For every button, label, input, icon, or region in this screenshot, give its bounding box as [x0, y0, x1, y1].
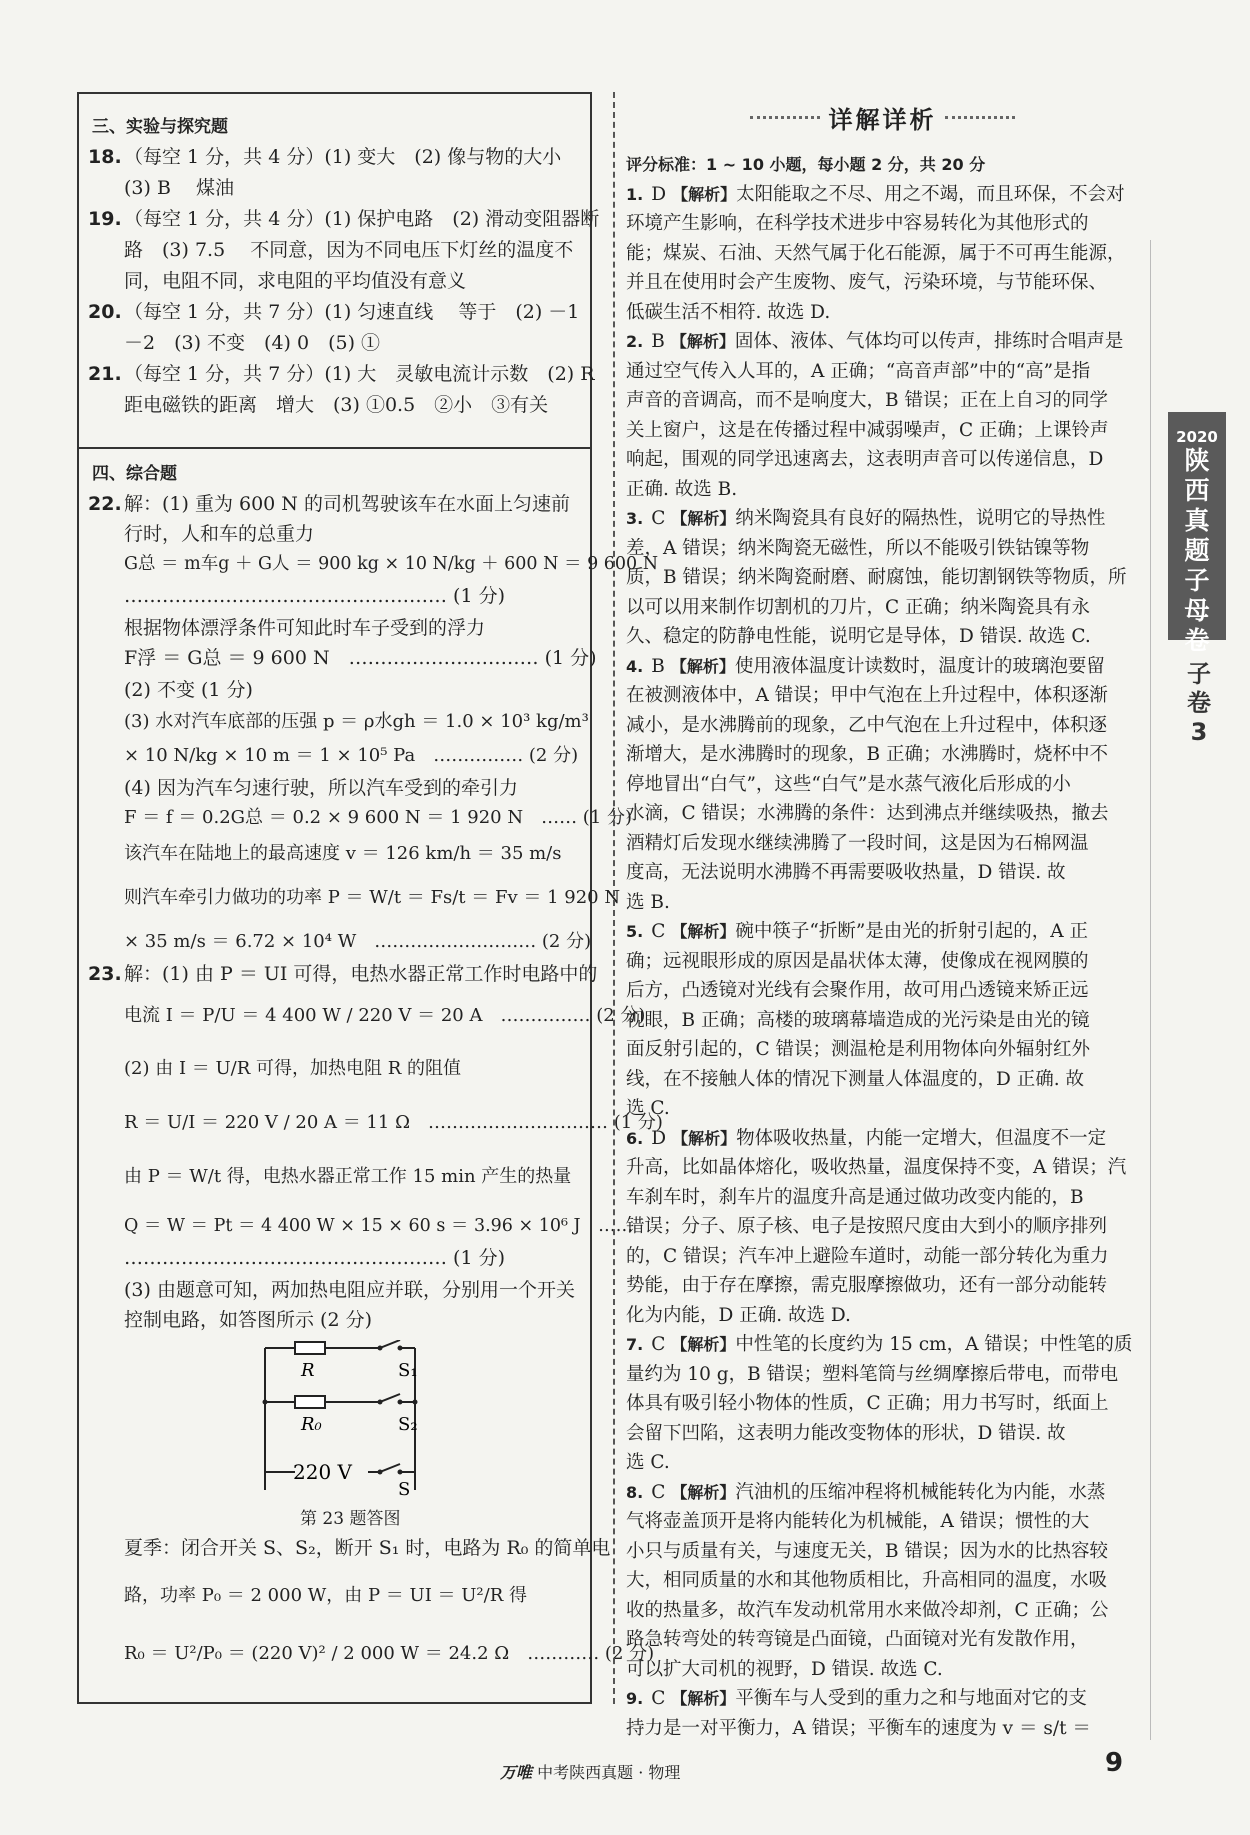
answer-line: 并且在使用时会产生废物、废气，污染环境，与节能环保、 [626, 272, 1108, 293]
answer-choice: B [651, 655, 665, 677]
answer-number: 6. [626, 1128, 644, 1148]
q19-line: 同，电阻不同，求电阻的平均值没有意义 [124, 270, 467, 292]
answer-text: 平衡车与人受到的重力之和与地面对它的支 [735, 1688, 1087, 1709]
analysis-tag: 【解析】 [672, 1128, 737, 1148]
q23-line: 路，功率 P₀ ＝ 2 000 W，由 P ＝ UI ＝ U²/R 得 [124, 1585, 527, 1606]
side-sub-char: 卷 [1187, 689, 1211, 717]
footer-brand: 万唯 [500, 1763, 533, 1782]
answer-line: 化为内能，D 正确. 故选 D. [626, 1304, 851, 1326]
q20-number: 20. [88, 301, 122, 323]
q18-line: （每空 1 分，共 4 分）(1) 变大 (2) 像与物的大小 [124, 146, 562, 168]
q21-line: 距电磁铁的距离 增大 (3) ①0.5 ②小 ③有关 [124, 394, 549, 416]
side-label-char: 陕 [1184, 446, 1210, 475]
q21-line: （每空 1 分，共 7 分）(1) 大 灵敏电流计示数 (2) R [124, 363, 595, 385]
q22-line: F ＝ f ＝ 0.2G总 ＝ 0.2 × 9 600 N ＝ 1 920 N …… (1 分) [124, 807, 633, 828]
section-divider [79, 447, 590, 449]
answer-item [626, 1684, 1146, 1743]
answer-choice: D [651, 1127, 667, 1149]
q22-number: 22. [88, 493, 122, 515]
page-number: 9 [1105, 1748, 1124, 1778]
q19-line: 路 (3) 7.5 不同意，因为不同电压下灯丝的温度不 [124, 239, 574, 261]
answer-line: 质，B 错误；纳米陶瓷耐磨、耐腐蚀，能切割钢铁等物质，所 [626, 567, 1127, 588]
label-s2: S₂ [398, 1414, 418, 1435]
side-label-char: 真 [1184, 506, 1210, 535]
side-label-char: 西 [1184, 476, 1210, 505]
answer-line: 能；煤炭、石油、天然气属于化石能源，属于不可再生能源， [626, 242, 1126, 264]
answer-line: 以可以用来制作切割机的刀片，C 正确；纳米陶瓷具有永 [626, 596, 1091, 618]
q22-line: (2) 不变 (1 分) [124, 679, 253, 701]
q22-line: × 35 m/s ＝ 6.72 × 10⁴ W ……………………… (2 分) [124, 931, 592, 952]
answer-choice: C [651, 1688, 666, 1709]
answer-line: 低碳生活不相符. 故选 D. [626, 301, 831, 323]
answer-number: 9. [626, 1689, 644, 1708]
answer-line: 线，在不接触人体的情况下测量人体温度的，D 正确. 故 [626, 1068, 1084, 1090]
q19-line: （每空 1 分，共 4 分）(1) 保护电路 (2) 滑动变阻器断 [124, 208, 600, 230]
answer-item [626, 327, 1146, 504]
answer-line: 声音的音调高，而不是响度大，B 错误；正在上自习的同学 [626, 390, 1108, 411]
q23-line: R₀ ＝ U²/P₀ ＝ (220 V)² / 2 000 W ＝ 24.2 Ω ………… (2 分) [124, 1643, 655, 1664]
answer-line: 酒精灯后发现水继续沸腾了一段时间，这是因为石棉网温 [626, 832, 1089, 854]
answer-line: 选 B. [626, 891, 670, 913]
answer-item [626, 1124, 1146, 1331]
answer-number: 2. [626, 332, 644, 351]
q22-line: (4) 因为汽车匀速行驶，所以汽车受到的牵引力 [124, 777, 518, 799]
right-answers [626, 150, 1146, 1743]
analysis-tag: 【解析】 [671, 509, 736, 528]
side-sub-label [1174, 660, 1224, 747]
q23-line: …………………………………………… (1 分) [124, 1247, 505, 1269]
q23-line: R ＝ U/I ＝ 220 V / 20 A ＝ 11 Ω ………………………… (1 分) [124, 1112, 663, 1133]
q23-line: 夏季：闭合开关 S、S₂，断开 S₁ 时，电路为 R₀ 的简单电 [124, 1537, 611, 1559]
analysis-tag: 【解析】 [671, 1689, 736, 1708]
q23-line: 由 P ＝ W/t 得，电热水器正常工作 15 min 产生的热量 [124, 1166, 572, 1187]
answer-choice: C [651, 1334, 666, 1355]
answer-line [626, 1124, 1146, 1154]
q23-number: 23. [88, 963, 122, 985]
answer-line [626, 652, 1146, 682]
side-label-char: 母 [1184, 596, 1210, 625]
analysis-tag: 【解析】 [671, 1335, 736, 1354]
answer-line: 路急转弯处的转弯镜是凸面镜，凸面镜对光有发散作用， [626, 1629, 1089, 1650]
header-title: 详解详析 [828, 106, 937, 134]
answer-text: 汽油机的压缩冲程将机械能转化为内能，水蒸 [735, 1481, 1106, 1503]
circuit-caption: 第 23 题答图 [300, 1509, 401, 1529]
answer-text: 中性笔的长度约为 15 cm，A 错误；中性笔的质 [735, 1334, 1133, 1355]
answer-text: 太阳能取之不尽、用之不竭，而且环保，不会对 [736, 183, 1125, 205]
criteria: 评分标准：1 ~ 10 小题，每小题 2 分，共 20 分 [626, 155, 986, 174]
answer-choice: C [651, 508, 666, 529]
answer-line: 选 C. [626, 1452, 670, 1473]
answer-line: 错误；分子、原子核、电子是按照尺度由大到小的顺序排列 [626, 1216, 1108, 1237]
answer-line: 关上窗户，这是在传播过程中减弱噪声，C 正确；上课铃声 [626, 419, 1109, 441]
answer-line [626, 917, 1146, 947]
answer-number: 8. [626, 1482, 644, 1502]
answer-item [626, 652, 1146, 918]
answer-number: 3. [626, 509, 644, 528]
column-divider [613, 92, 615, 1704]
answer-line: 在被测液体中，A 错误；甲中气泡在上升过程中，体积逐渐 [626, 685, 1108, 706]
q22-line: (3) 水对汽车底部的压强 p ＝ ρ水gh ＝ 1.0 × 10³ kg/m³ [124, 711, 589, 732]
q18-number: 18. [88, 146, 122, 168]
answer-line: 渐增大，是水沸腾时的现象，B 正确；水沸腾时，烧杯中不 [626, 744, 1108, 765]
q22-line: 该汽车在陆地上的最高速度 v ＝ 126 km/h ＝ 35 m/s [124, 843, 562, 864]
answer-text: 物体吸收热量，内能一定增大，但温度不一定 [736, 1127, 1107, 1149]
answer-line: 气将壶盖顶开是将内能转化为机械能，A 错误；惯性的大 [626, 1511, 1090, 1532]
footer-text: 中考陕西真题 · 物理 [537, 1763, 681, 1782]
answer-line: 度高，无法说明水沸腾不再需要吸收热量，D 错误. 故 [626, 862, 1066, 883]
answer-line: 量约为 10 g，B 错误；塑料笔筒与丝绸摩擦后带电，而带电 [626, 1363, 1119, 1385]
q22-line: G总 ＝ m车g ＋ G人 ＝ 900 kg × 10 N/kg ＋ 600 N ＝ 9 600 N [124, 554, 659, 574]
q22-line: F浮 ＝ G总 ＝ 9 600 N ………………………… (1 分) [124, 647, 597, 669]
answer-line: 水滴，C 错误；水沸腾的条件：达到沸点并继续吸热，撤去 [626, 803, 1109, 824]
answer-line: 收的热量多，故汽车发动机常用水来做冷却剂，C 正确；公 [626, 1599, 1109, 1621]
resistor-r0 [295, 1396, 325, 1408]
answer-line [626, 504, 1146, 534]
answer-line: 停地冒出“白气”，这些“白气”是水蒸气液化后形成的小 [626, 773, 1071, 795]
analysis-tag: 【解析】 [671, 1482, 736, 1502]
q22-line: 根据物体漂浮条件可知此时车子受到的浮力 [124, 617, 486, 639]
section-header [750, 100, 1015, 136]
answer-line: 通过空气传入人耳的，A 正确；“高音声部”中的“高”是指 [626, 360, 1091, 382]
answer-line: 持力是一对平衡力，A 错误；平衡车的速度为 v ＝ s/t ＝ [626, 1717, 1091, 1739]
answer-text: 使用液体温度计读数时，温度计的玻璃泡要留 [734, 655, 1105, 677]
circuit-diagram [255, 1340, 435, 1500]
side-sub-char: 子 [1187, 660, 1211, 688]
side-label-char: 子 [1184, 566, 1210, 595]
answer-line: 减小，是水沸腾前的现象，乙中气泡在上升过程中，体积逐 [626, 714, 1108, 736]
answer-line: 选 C. [626, 1098, 670, 1119]
q23-line: 电流 I ＝ P/U ＝ 4 400 W / 220 V ＝ 20 A …………… (2 分) [124, 1005, 646, 1026]
answer-line: 势能，由于存在摩擦，需克服摩擦做功，还有一部分动能转 [626, 1275, 1108, 1296]
q23-line: (3) 由题意可知，两加热电阻应并联，分别用一个开关 [124, 1279, 575, 1301]
q23-line: 控制电路，如答图所示 (2 分) [124, 1309, 372, 1331]
answer-text: 纳米陶瓷具有良好的隔热性，说明它的导热性 [735, 508, 1106, 529]
q21-number: 21. [88, 363, 122, 385]
answer-text: 碗中筷子“折断”是由光的折射引起的，A 正 [735, 921, 1089, 942]
answer-line: 差，A 错误；纳米陶瓷无磁性，所以不能吸引铁钴镍等物 [626, 537, 1090, 559]
resistor-r [295, 1342, 325, 1354]
analysis-tag: 【解析】 [672, 184, 737, 204]
answer-line: 大，相同质量的水和其他物质相比，升高相同的温度，水吸 [626, 1570, 1108, 1591]
answer-line: 面反射引起的，C 错误；测温枪是利用物体向外辐射红外 [626, 1039, 1091, 1060]
answer-line [626, 180, 1146, 210]
label-s1: S₁ [398, 1360, 418, 1381]
answer-number: 4. [626, 656, 644, 676]
q20-line: －2 (3) 不变 (4) 0 (5) ① [124, 332, 381, 354]
answer-choice: D [651, 183, 667, 205]
answer-choice: C [651, 921, 666, 942]
side-label-char: 题 [1184, 536, 1210, 565]
answer-line: 可以扩大司机的视野，D 错误. 故选 C. [626, 1658, 943, 1680]
analysis-tag: 【解析】 [670, 332, 735, 351]
q19-number: 19. [88, 208, 122, 230]
side-label-char: 卷 [1184, 626, 1210, 655]
side-tab [1168, 412, 1226, 655]
answer-line [626, 1330, 1146, 1360]
q22-line: 解：(1) 重为 600 N 的司机驾驶该车在水面上匀速前 [124, 493, 570, 515]
answer-number: 7. [626, 1335, 644, 1354]
answer-item [626, 1330, 1146, 1478]
right-item-list [626, 180, 1146, 1744]
q22-line: …………………………………………… (1 分) [124, 585, 505, 607]
analysis-tag: 【解析】 [671, 922, 736, 941]
label-r0: R₀ [301, 1414, 322, 1435]
answer-line: 确；远视眼形成的原因是晶状体太薄，使像成在视网膜的 [626, 950, 1089, 972]
answer-item [626, 1478, 1146, 1685]
side-sub-char: 3 [1190, 718, 1208, 746]
label-r: R [301, 1360, 315, 1381]
answer-line: 久、稳定的防静电性能，说明它是导体，D 错误. 故选 C. [626, 626, 1091, 647]
answer-text: 固体、液体、气体均可以传声，排练时合唱声是 [734, 331, 1124, 352]
answer-line: 车刹车时，刹车片的温度升高是通过做功改变内能的，B [626, 1186, 1084, 1208]
answer-line: 响起，围观的同学迅速离去，这表明声音可以传递信息，D [626, 449, 1104, 470]
header-deco-left [750, 116, 820, 123]
answer-line: 后方，凸透镜对光线有会聚作用，故可用凸透镜来矫正远 [626, 980, 1089, 1001]
answer-line [626, 1478, 1146, 1508]
analysis-tag: 【解析】 [670, 656, 735, 676]
q22-line: 行时，人和车的总重力 [124, 523, 315, 545]
answer-number: 5. [626, 922, 644, 941]
q22-line: × 10 N/kg × 10 m ＝ 1 × 10⁵ Pa …………… (2 分) [124, 745, 579, 766]
answer-line [626, 1684, 1146, 1714]
answer-line: 视眼，B 正确；高楼的玻璃幕墙造成的光污染是由光的镜 [626, 1009, 1090, 1031]
q23-line: (2) 由 I ＝ U/R 可得，加热电阻 R 的阻值 [124, 1058, 461, 1079]
header-deco-right [945, 116, 1015, 123]
q20-line: （每空 1 分，共 7 分）(1) 匀速直线 等于 (2) －1 [124, 301, 580, 323]
answer-line: 升高，比如晶体熔化，吸收热量，温度保持不变，A 错误；汽 [626, 1157, 1127, 1178]
answer-choice: B [651, 331, 665, 352]
answer-line: 体具有吸引轻小物体的性质，C 正确；用力书写时，纸面上 [626, 1393, 1109, 1414]
answer-line: 会留下凹陷，这表明力能改变物体的形状，D 错误. 故 [626, 1422, 1066, 1444]
answer-choice: C [651, 1481, 666, 1503]
answer-line: 正确. 故选 B. [626, 478, 738, 500]
side-rule [1150, 240, 1151, 1740]
answer-line: 小只与质量有关，与速度无关，B 错误；因为水的比热容较 [626, 1540, 1108, 1562]
q22-line: 则汽车牵引力做功的功率 P ＝ W/t ＝ Fs/t ＝ Fv ＝ 1 920 N [124, 887, 621, 908]
footer [500, 1760, 680, 1783]
q23-line: 解：(1) 由 P ＝ UI 可得，电热水器正常工作时电路中的 [124, 963, 598, 985]
answer-item [626, 180, 1146, 328]
label-source: 220 V [293, 1460, 352, 1484]
q18-line: (3) B 煤油 [124, 177, 234, 199]
answer-item [626, 504, 1146, 652]
answer-line: 环境产生影响，在科学技术进步中容易转化为其他形式的 [626, 213, 1089, 234]
answer-line: 的，C 错误；汽车冲上避险车道时，动能一部分转化为重力 [626, 1245, 1109, 1267]
section4-title: 四、综合题 [92, 464, 177, 484]
label-s: S [398, 1479, 411, 1500]
answer-line [626, 327, 1146, 357]
q23-line: Q ＝ W ＝ Pt ＝ 4 400 W × 15 × 60 s ＝ 3.96 × 10⁶ J …… [124, 1216, 634, 1236]
answer-number: 1. [626, 184, 644, 204]
answer-item [626, 917, 1146, 1124]
section3-title: 三、实验与探究题 [92, 117, 228, 137]
side-year: 2020 [1176, 428, 1218, 446]
